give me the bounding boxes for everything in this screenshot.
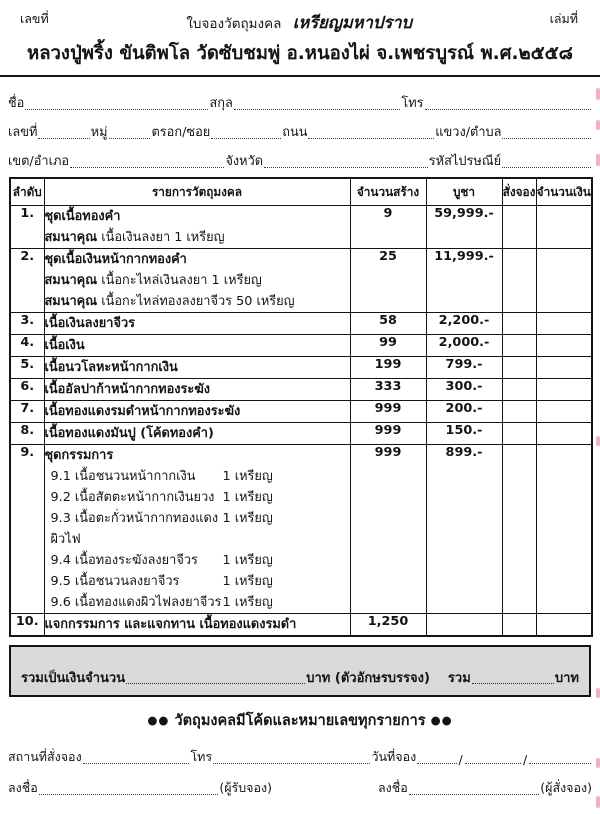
subdistrict-label: แขวง/ตำบล [435, 125, 502, 140]
sign-label-right: ลงชื่อ [378, 780, 408, 795]
item-line: เนื้ออัลปาก้าหน้ากากทองระฆัง [44, 382, 210, 397]
order-table-body [10, 206, 592, 637]
amount-cell[interactable] [536, 614, 592, 637]
surname-input-line[interactable] [234, 108, 400, 110]
table-row [10, 445, 592, 614]
row-index: 10. [10, 614, 44, 637]
booking-month-input-line[interactable] [465, 762, 521, 764]
quantity-made-value: 58 [350, 313, 426, 335]
sub-item-line: 9.1 เนื้อชนวนหน้ากากเงิน 1 เหรียญ [50, 469, 273, 484]
item-line: สมนาคุณ เนื้อกะไหล่ทองลงยาจีวร 50 เหรียญ [44, 294, 295, 309]
order-qty-cell[interactable] [502, 335, 536, 357]
price-value: 2,200.- [426, 313, 502, 335]
order-qty-cell[interactable] [502, 313, 536, 335]
item-line: เนื้อทองแดงรมดำหน้ากากทองระฆัง [44, 404, 241, 419]
booking-date-label: วันที่จอง [371, 749, 417, 764]
total-input-line[interactable] [472, 682, 554, 684]
item-description [44, 206, 350, 249]
amount-cell[interactable] [536, 206, 592, 249]
sub-item-line: 9.3 เนื้อตะกั่วหน้ากากทองแดงผิวไฟ 1 เหรียญ [50, 511, 273, 547]
order-qty-cell[interactable] [502, 249, 536, 313]
item-line: ชุดกรรมการ [44, 448, 114, 463]
price-value: 799.- [426, 357, 502, 379]
total-label: รวม [447, 671, 471, 686]
receiver-signature [8, 778, 272, 799]
row-index: 5. [10, 357, 44, 379]
temple-subtitle: หลวงปู่พริ้ง ขันติพโล วัดซับชมพู่ อ.หนองไผ่ จ.เพชรบูรณ์ พ.ศ.๒๕๕๘ [27, 43, 573, 64]
doc-number-label: เลขที่ [20, 11, 49, 26]
amount-cell[interactable] [536, 249, 592, 313]
phone-label: โทร [401, 96, 424, 111]
surname-label: สกุล [209, 96, 233, 111]
booking-year-input-line[interactable] [529, 762, 591, 764]
price-value: 200.- [426, 401, 502, 423]
item-description [44, 379, 350, 401]
province-input-line[interactable] [264, 166, 428, 168]
table-row [10, 614, 592, 637]
item-line: ชุดเนื้อทองคำ [44, 209, 121, 224]
item-line: เนื้อเงินลงยาจีวร [44, 316, 136, 331]
table-header-row [10, 178, 592, 206]
item-description [44, 335, 350, 357]
col-header-index: ลำดับ [10, 178, 44, 206]
table-row [10, 379, 592, 401]
soi-label: ตรอก/ซอย [151, 125, 211, 140]
order-qty-cell[interactable] [502, 206, 536, 249]
item-line: แจกกรรมการ และแจกทาน เนื้อทองแดงรมดำ [44, 617, 297, 632]
quantity-made-value: 199 [350, 357, 426, 379]
amount-cell[interactable] [536, 401, 592, 423]
amount-cell[interactable] [536, 445, 592, 614]
bullet-marker-left: ●● [147, 713, 170, 727]
form-title [49, 9, 550, 36]
name-input-line[interactable] [25, 108, 208, 110]
road-input-line[interactable] [308, 137, 434, 139]
quantity-made-value: 99 [350, 335, 426, 357]
col-header-quantity-made: จำนวนสร้าง [350, 178, 426, 206]
row-index: 1. [10, 206, 44, 249]
total-in-words-input-line[interactable] [126, 682, 305, 684]
code-note [0, 709, 600, 732]
price-value: 300.- [426, 379, 502, 401]
item-description [44, 249, 350, 313]
sub-item-line: 9.6 เนื้อทองแดงผิวไฟลงยาจีวร 1 เหรียญ [50, 595, 273, 610]
name-label: ชื่อ [8, 96, 25, 111]
sub-item-line: 9.4 เนื้อทองระฆังลงยาจีวร 1 เหรียญ [50, 553, 273, 568]
sub-item-line: 9.2 เนื้อสัตตะหน้ากากเงินยวง 1 เหรียญ [50, 490, 273, 505]
booking-place-input-line[interactable] [83, 762, 190, 764]
header [0, 0, 600, 36]
col-header-item: รายการวัตถุมงคล [44, 178, 350, 206]
col-header-price: บูชา [426, 178, 502, 206]
province-label: จังหวัด [225, 154, 264, 169]
baht-words-unit: บาท (ตัวอักษรบรรจง) [306, 671, 430, 686]
item-description [44, 401, 350, 423]
amount-cell[interactable] [536, 335, 592, 357]
price-value: 899.- [426, 445, 502, 614]
order-qty-cell[interactable] [502, 379, 536, 401]
receiver-signature-line[interactable] [39, 793, 219, 795]
sign-label-left: ลงชื่อ [8, 780, 38, 795]
row-index: 2. [10, 249, 44, 313]
order-qty-cell[interactable] [502, 423, 536, 445]
price-value [426, 614, 502, 637]
row-index: 4. [10, 335, 44, 357]
book-number-label: เล่มที่ [549, 11, 578, 26]
order-qty-cell[interactable] [502, 401, 536, 423]
table-row [10, 313, 592, 335]
row-index: 8. [10, 423, 44, 445]
signature-row [0, 778, 600, 799]
date-separator-1: / [458, 752, 463, 767]
baht-unit: บาท [554, 671, 579, 686]
item-description [44, 445, 350, 614]
booking-phone-label: โทร [190, 749, 213, 764]
booking-day-input-line[interactable] [417, 762, 456, 764]
amount-cell[interactable] [536, 357, 592, 379]
item-line: เนื้อทองแดงมันปู (โค้ดทองคำ) [44, 426, 214, 441]
booking-row [0, 748, 600, 768]
order-qty-cell[interactable] [502, 357, 536, 379]
order-table [9, 177, 593, 637]
summary-strip [9, 645, 591, 697]
quantity-made-value: 9 [350, 206, 426, 249]
quantity-made-value: 1,250 [350, 614, 426, 637]
quantity-made-value: 333 [350, 379, 426, 401]
table-row [10, 423, 592, 445]
code-note-text: วัตถุมงคลมีโค้ดและหมายเลขทุกรายการ [174, 713, 426, 729]
table-row [10, 401, 592, 423]
item-description [44, 357, 350, 379]
customer-row-1 [8, 85, 592, 114]
road-label: ถนน [282, 125, 308, 140]
customer-row-2 [8, 114, 592, 143]
item-line: ชุดเนื้อเงินหน้ากากทองคำ [44, 252, 187, 267]
coin-series-title: เหรียญมหาปราบ [292, 13, 412, 32]
item-description [44, 313, 350, 335]
receiver-role-label: (ผู้รับจอง) [219, 780, 272, 795]
address-no-label: เลขที่ [8, 125, 38, 140]
postcode-input-line[interactable] [502, 166, 591, 168]
price-value: 59,999.- [426, 206, 502, 249]
amount-cell[interactable] [536, 379, 592, 401]
district-label: เขต/อำเภอ [8, 154, 70, 169]
item-line: สมนาคุณ เนื้อกะไหล่เงินลงยา 1 เหรียญ [44, 273, 262, 288]
table-row [10, 357, 592, 379]
amount-cell[interactable] [536, 423, 592, 445]
date-separator-2: / [522, 752, 528, 767]
order-qty-cell[interactable] [502, 445, 536, 614]
row-index: 6. [10, 379, 44, 401]
orderer-signature [378, 778, 592, 799]
district-input-line[interactable] [70, 166, 224, 168]
orderer-role-label: (ผู้สั่งจอง) [540, 780, 592, 795]
item-line: เนื้อเงิน [44, 338, 85, 353]
item-description [44, 614, 350, 637]
item-line: สมนาคุณ เนื้อเงินลงยา 1 เหรียญ [44, 230, 225, 245]
amount-cell[interactable] [536, 313, 592, 335]
col-header-amount: จำนวนเงิน [536, 178, 592, 206]
booking-phone-input-line[interactable] [213, 762, 370, 764]
orderer-signature-line[interactable] [409, 793, 539, 795]
quantity-made-value: 25 [350, 249, 426, 313]
customer-row-3 [8, 143, 592, 172]
table-row [10, 249, 592, 313]
sub-item-line: 9.5 เนื้อชนวนลงยาจีวร 1 เหรียญ [50, 574, 273, 589]
price-value: 2,000.- [426, 335, 502, 357]
order-qty-cell[interactable] [502, 614, 536, 637]
quantity-made-value: 999 [350, 401, 426, 423]
form-type-label: ใบจองวัตถุมงคล [186, 16, 282, 32]
table-row [10, 206, 592, 249]
booking-place-label: สถานที่สั่งจอง [8, 749, 82, 764]
table-row [10, 335, 592, 357]
moo-label: หมู่ [90, 125, 108, 140]
row-index: 9. [10, 445, 44, 614]
customer-info-section [0, 77, 600, 172]
moo-input-line[interactable] [109, 137, 151, 139]
item-description [44, 423, 350, 445]
quantity-made-value: 999 [350, 445, 426, 614]
soi-input-line[interactable] [211, 137, 281, 139]
address-no-input-line[interactable] [38, 137, 89, 139]
subdistrict-input-line[interactable] [502, 137, 591, 139]
bullet-marker-right: ●● [430, 713, 453, 727]
col-header-order: สั่งจอง [502, 178, 536, 206]
total-in-words-label: รวมเป็นเงินจำนวน [21, 671, 126, 686]
row-index: 7. [10, 401, 44, 423]
price-value: 11,999.- [426, 249, 502, 313]
row-index: 3. [10, 313, 44, 335]
item-line: เนื้อนวโลหะหน้ากากเงิน [44, 360, 178, 375]
postcode-label: รหัสไปรษณีย์ [428, 154, 502, 169]
phone-input-line[interactable] [425, 108, 591, 110]
price-value: 150.- [426, 423, 502, 445]
quantity-made-value: 999 [350, 423, 426, 445]
